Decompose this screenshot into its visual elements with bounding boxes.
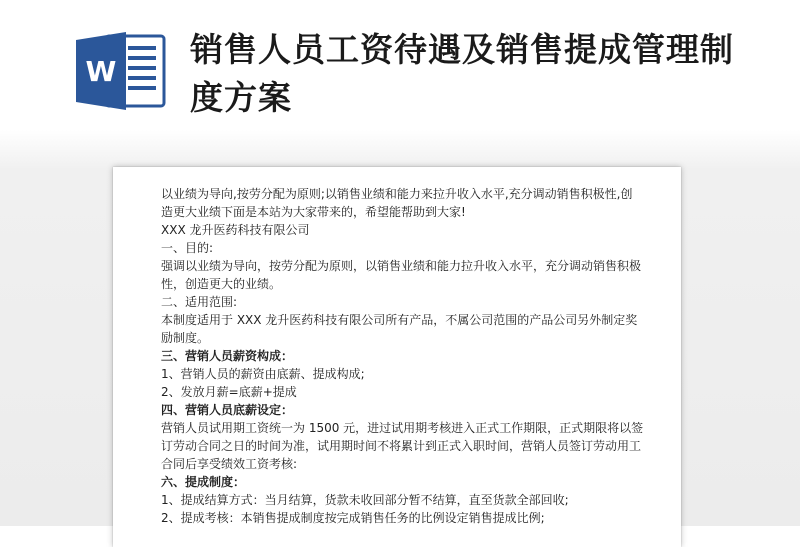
section-heading: 六、提成制度： — [161, 475, 246, 489]
section-heading: 四、营销人员底薪设定： — [161, 403, 294, 417]
body-text-line: 2、提成考核：本销售提成制度按完成销售任务的比例设定销售提成比例; — [161, 511, 545, 525]
header — [0, 0, 800, 140]
body-text-line: 励制度。 — [161, 331, 210, 345]
body-text-line: 合同后享受绩效工资考核: — [161, 457, 298, 471]
document-body — [161, 185, 656, 527]
body-text-line: 性，创造更大的业绩。 — [161, 277, 282, 291]
body-text-line: 2、发放月薪=底薪+提成 — [161, 385, 297, 399]
body-text-line: 一、目的: — [161, 241, 214, 255]
body-text-line: 强调以业绩为导向，按劳分配为原则，以销售业绩和能力拉升收入水平，充分调动销售积极 — [161, 259, 642, 273]
word-document-icon — [76, 32, 166, 110]
body-text-line: 本制度适用于 XXX 龙升医药科技有限公司所有产品，不属公司范围的产品公司另外制定奖 — [161, 313, 638, 327]
word-letter: W — [85, 55, 117, 88]
body-text-line: 营销人员试用期工资统一为 1500 元，进过试用期考核进入正式工作期限，正式期限将以签 — [161, 421, 644, 435]
body-text-line: 1、提成结算方式：当月结算，货款未收回部分暂不结算，直至货款全部回收; — [161, 493, 569, 507]
body-text-line: 造更大业绩下面是本站为大家带来的，希望能帮助到大家! — [161, 205, 466, 219]
body-text-line: XXX 龙升医药科技有限公司 — [161, 223, 310, 237]
body-text-line: 以业绩为导向,按劳分配为原则;以销售业绩和能力来拉升收入水平,充分调动销售积极性,创 — [161, 187, 633, 201]
body-text-line: 订劳动合同之日的时间为准，试用期时间不将累计到正式入职时间，营销人员签订劳动用工 — [161, 439, 642, 453]
document-title: 销售人员工资待遇及销售提成管理制度方案 — [190, 30, 734, 117]
section-heading: 三、营销人员薪资构成： — [161, 349, 294, 363]
body-text-line: 1、营销人员的薪资由底薪、提成构成; — [161, 367, 365, 381]
document-page — [113, 167, 681, 547]
body-text-line: 二、适用范围: — [161, 295, 238, 309]
